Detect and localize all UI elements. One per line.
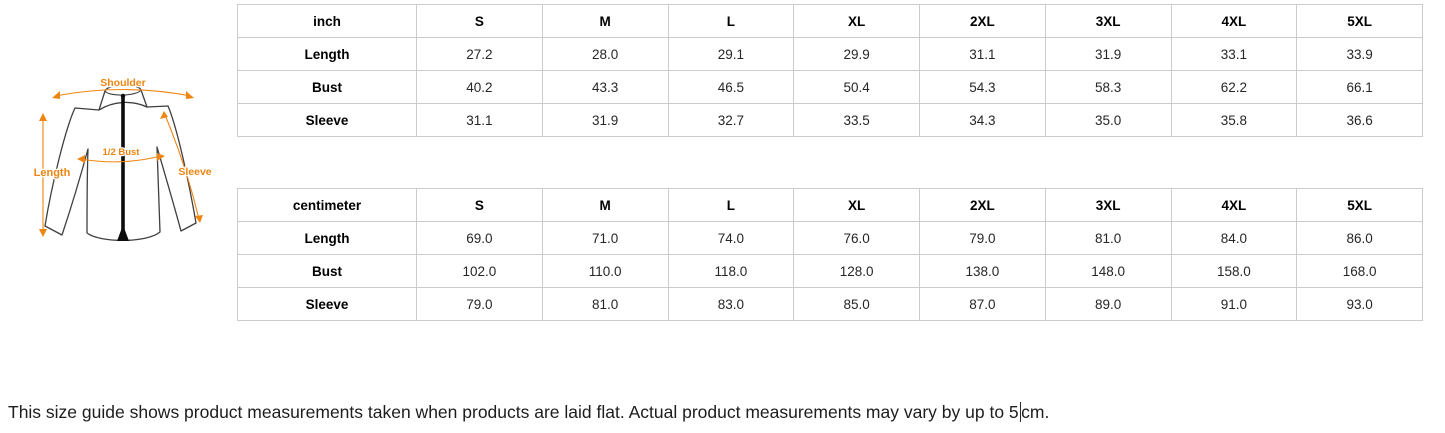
measurement-value-cell: 83.0 <box>668 288 794 321</box>
measurement-value-cell: 76.0 <box>794 222 920 255</box>
measurement-value-cell: 168.0 <box>1297 255 1423 288</box>
size-header-cell: XL <box>794 189 920 222</box>
measurement-value-cell: 138.0 <box>920 255 1046 288</box>
measurement-value-cell: 87.0 <box>920 288 1046 321</box>
measurement-value-cell: 91.0 <box>1171 288 1297 321</box>
measurement-row <box>238 222 1423 255</box>
measurement-value-cell: 32.7 <box>668 104 794 137</box>
size-header-cell: S <box>417 5 543 38</box>
measurement-row <box>238 71 1423 104</box>
measurement-value-cell: 31.9 <box>542 104 668 137</box>
measurement-value-cell: 79.0 <box>920 222 1046 255</box>
size-header-cell: 3XL <box>1045 189 1171 222</box>
measurement-value-cell: 58.3 <box>1045 71 1171 104</box>
measurement-label-cell: Sleeve <box>238 288 417 321</box>
measurement-value-cell: 50.4 <box>794 71 920 104</box>
measurement-value-cell: 35.0 <box>1045 104 1171 137</box>
measurement-value-cell: 93.0 <box>1297 288 1423 321</box>
unit-header-cell: centimeter <box>238 189 417 222</box>
measurement-value-cell: 85.0 <box>794 288 920 321</box>
zipper-pull-icon <box>121 94 125 98</box>
measurement-value-cell: 33.1 <box>1171 38 1297 71</box>
length-label: Length <box>33 167 71 179</box>
header-row <box>238 5 1423 38</box>
measurement-value-cell: 29.1 <box>668 38 794 71</box>
size-header-cell: L <box>668 5 794 38</box>
measurement-value-cell: 33.9 <box>1297 38 1423 71</box>
measurement-value-cell: 54.3 <box>920 71 1046 104</box>
measurement-value-cell: 81.0 <box>542 288 668 321</box>
measurement-value-cell: 74.0 <box>668 222 794 255</box>
measurement-value-cell: 66.1 <box>1297 71 1423 104</box>
measurement-value-cell: 46.5 <box>668 71 794 104</box>
measurement-label-cell: Length <box>238 38 417 71</box>
size-guide-note <box>8 402 1049 425</box>
sleeve-label: Sleeve <box>178 166 212 178</box>
size-header-cell: 4XL <box>1171 189 1297 222</box>
size-header-cell: 3XL <box>1045 5 1171 38</box>
shoulder-arrowhead-right-icon <box>186 91 194 99</box>
measurement-value-cell: 84.0 <box>1171 222 1297 255</box>
measurement-value-cell: 81.0 <box>1045 222 1171 255</box>
measurement-value-cell: 62.2 <box>1171 71 1297 104</box>
measurement-label-cell: Sleeve <box>238 104 417 137</box>
measurement-value-cell: 86.0 <box>1297 222 1423 255</box>
measurement-value-cell: 71.0 <box>542 222 668 255</box>
measurement-value-cell: 40.2 <box>417 71 543 104</box>
note-text: This size guide shows product measurements taken when products are laid flat. Actual product measurements may vary by up to 5 <box>8 402 1019 423</box>
size-header-cell: M <box>542 189 668 222</box>
measurement-value-cell: 110.0 <box>542 255 668 288</box>
bust-label: 1/2 Bust <box>102 147 140 158</box>
measurement-row <box>238 104 1423 137</box>
size-header-cell: 4XL <box>1171 5 1297 38</box>
measurement-value-cell: 148.0 <box>1045 255 1171 288</box>
size-table-inch <box>237 4 1423 137</box>
measurement-value-cell: 158.0 <box>1171 255 1297 288</box>
measurement-value-cell: 35.8 <box>1171 104 1297 137</box>
size-header-cell: 5XL <box>1297 5 1423 38</box>
measurement-row <box>238 255 1423 288</box>
size-header-cell: 2XL <box>920 189 1046 222</box>
size-header-cell: 5XL <box>1297 189 1423 222</box>
measurement-row <box>238 38 1423 71</box>
length-arrowhead-top-icon <box>39 113 47 121</box>
measurement-value-cell: 31.1 <box>417 104 543 137</box>
measurement-value-cell: 43.3 <box>542 71 668 104</box>
size-header-cell: XL <box>794 5 920 38</box>
jacket-illustration <box>45 85 196 241</box>
size-header-cell: M <box>542 5 668 38</box>
shoulder-arrowhead-left-icon <box>52 91 60 99</box>
garment-measurement-diagram <box>5 55 235 255</box>
header-row <box>238 189 1423 222</box>
size-table-centimeter <box>237 188 1423 321</box>
measurement-value-cell: 31.1 <box>920 38 1046 71</box>
measurement-value-cell: 118.0 <box>668 255 794 288</box>
measurement-row <box>238 288 1423 321</box>
measurement-value-cell: 28.0 <box>542 38 668 71</box>
measurement-value-cell: 36.6 <box>1297 104 1423 137</box>
size-header-cell: S <box>417 189 543 222</box>
measurement-value-cell: 27.2 <box>417 38 543 71</box>
measurement-value-cell: 128.0 <box>794 255 920 288</box>
unit-header-cell: inch <box>238 5 417 38</box>
measurement-label-cell: Bust <box>238 71 417 104</box>
measurement-value-cell: 89.0 <box>1045 288 1171 321</box>
size-header-cell: L <box>668 189 794 222</box>
length-arrowhead-bottom-icon <box>39 229 47 237</box>
measurement-value-cell: 29.9 <box>794 38 920 71</box>
note-text-suffix: cm. <box>1021 402 1050 423</box>
shoulder-label: Shoulder <box>100 77 146 89</box>
measurement-value-cell: 34.3 <box>920 104 1046 137</box>
measurement-value-cell: 31.9 <box>1045 38 1171 71</box>
measurement-value-cell: 69.0 <box>417 222 543 255</box>
measurement-label-cell: Bust <box>238 255 417 288</box>
measurement-value-cell: 33.5 <box>794 104 920 137</box>
measurement-label-cell: Length <box>238 222 417 255</box>
measurement-value-cell: 102.0 <box>417 255 543 288</box>
size-header-cell: 2XL <box>920 5 1046 38</box>
measurement-value-cell: 79.0 <box>417 288 543 321</box>
